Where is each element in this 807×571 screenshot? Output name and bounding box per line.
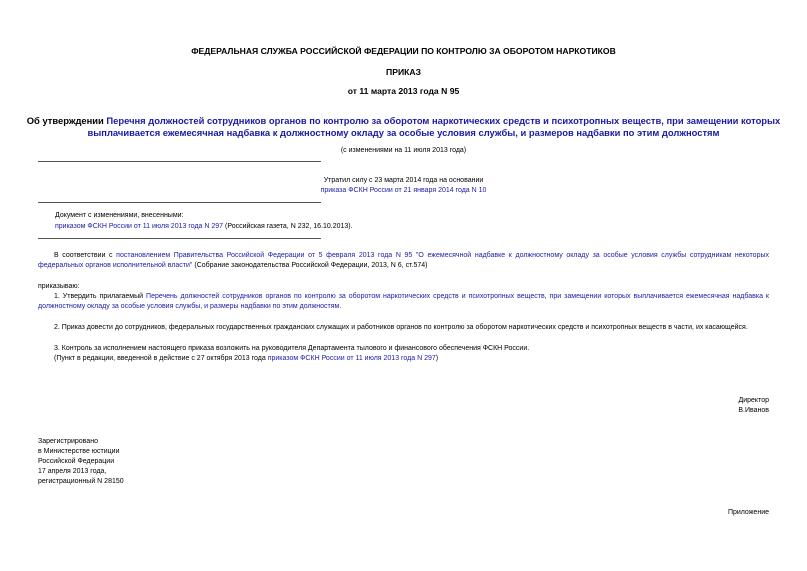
preamble-source: (Собрание законодательства Российской Федерации, 2013, N 6, ст.574) — [192, 262, 428, 269]
item-3-note — [54, 354, 438, 364]
appendix-label: Приложение — [727, 509, 769, 516]
preamble-line1 — [38, 251, 769, 261]
preamble-link[interactable]: постановлением Правительства Российской Федерации от 5 февраля 2013 года N 95 "О ежемесячной надбавке к должностному окладу за особые условия службы сотрудникам некоторых — [116, 252, 769, 259]
changes-row — [55, 222, 353, 232]
registration-line: в Министерстве юстиции — [38, 448, 120, 455]
registration-line: Зарегистрировано — [38, 438, 98, 445]
orders-word: приказываю: — [38, 283, 80, 290]
item-1-prefix: 1. Утвердить прилагаемый — [54, 293, 147, 300]
changes-label: Документ с изменениями, внесенными: — [55, 212, 184, 219]
lost-force-text: Утратил силу с 23 марта 2014 года на основании — [323, 177, 484, 184]
item-1-line1 — [38, 292, 769, 302]
item-3-note-prefix: (Пункт в редакции, введенной в действие с 27 октября 2013 года — [54, 355, 268, 362]
preamble-link-cont[interactable]: федеральных органов исполнительной власти" — [38, 262, 193, 269]
preamble-line2 — [38, 261, 427, 271]
item-3-note-link[interactable]: приказом ФСКН России от 11 июля 2013 года N 297 — [267, 355, 436, 362]
page-title — [0, 115, 807, 138]
title-link[interactable]: Перечня должностей сотрудников органов по контролю за оборотом наркотических средств и психотропных веществ, при замещении которых — [106, 115, 781, 126]
item-1-line2 — [38, 302, 341, 312]
doc-type: ПРИКАЗ — [386, 67, 421, 77]
lost-force-link[interactable]: приказа ФСКН России от 21 января 2014 года N 10 — [320, 187, 487, 194]
divider — [38, 238, 321, 239]
registration-line: 17 апреля 2013 года, — [38, 468, 107, 475]
item-1-link-cont[interactable]: должностному окладу за особые условия службы, и размеры надбавки по этим должностям. — [38, 303, 342, 310]
title-prefix: Об утверждении — [26, 115, 107, 126]
doc-date: от 11 марта 2013 года N 95 — [347, 86, 460, 96]
preamble-text: В соответствии с — [54, 252, 117, 259]
item-3-note-suffix: ) — [435, 355, 439, 362]
signature-position: Директор — [738, 397, 769, 404]
registration-block — [38, 437, 124, 487]
registration-line: регистрационный N 28150 — [38, 478, 124, 485]
lost-force-link-row — [0, 186, 807, 196]
item-2: 2. Приказ довести до сотрудников, федеральных государственных гражданских служащих и работников органов по контролю за оборотом наркотических средств и психотропных веществ в части, их касающейся. — [54, 324, 748, 331]
divider — [38, 161, 321, 162]
registration-line: Российской Федерации — [38, 458, 115, 465]
changes-source: (Российская газета, N 232, 16.10.2013). — [223, 223, 353, 230]
item-3: 3. Контроль за исполнением настоящего приказа возложить на руководителя Департамента тылового и финансового обеспечения ФСКН России. — [54, 345, 530, 352]
title-link-cont[interactable]: выплачивается ежемесячная надбавка к должностному окладу за особые условия службы, и размеров надбавки по этим должностям — [87, 126, 720, 138]
divider — [38, 202, 321, 203]
item-1-link[interactable]: Перечень должностей сотрудников органов по контролю за оборотом наркотических средств и психотропных веществ, при замещении которых выплачивается ежемесячная надбавка к — [146, 293, 769, 300]
signature-name: В.Иванов — [738, 407, 769, 414]
agency-name: ФЕДЕРАЛЬНАЯ СЛУЖБА РОССИЙСКОЙ ФЕДЕРАЦИИ ПО КОНТРОЛЮ ЗА ОБОРОТОМ НАРКОТИКОВ — [191, 46, 616, 56]
changes-link[interactable]: приказом ФСКН России от 11 июля 2013 года N 297 — [55, 223, 224, 230]
edition-note: (с изменениями на 11 июля 2013 года) — [340, 147, 467, 154]
